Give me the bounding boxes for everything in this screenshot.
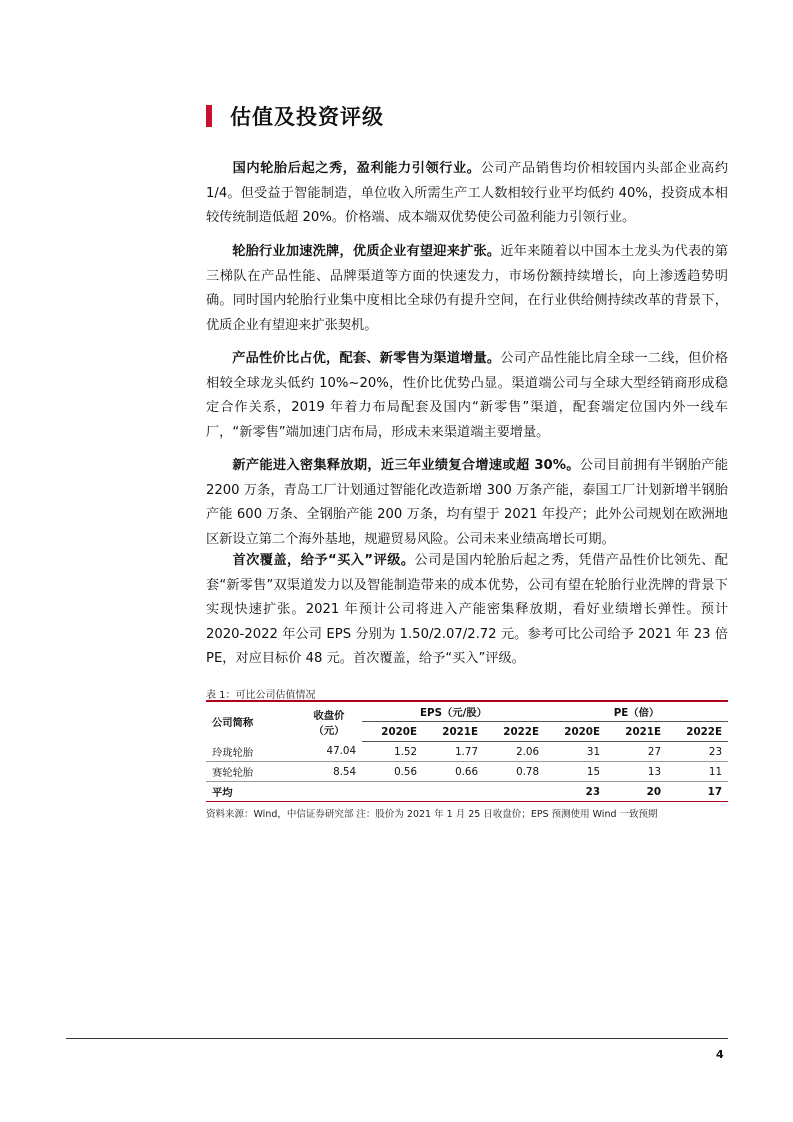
paragraph-3-lead: 产品性价比占优，配套、新零售为渠道增量。 xyxy=(232,351,501,366)
valuation-table xyxy=(206,700,728,802)
paragraph-3-body: 公司产品性能比肩全球一二线，但价格相较全球龙头低约 10%~20%，性价比优势凸显。渠道端公司与全球大型经销商形成稳定合作关系，2019 年着力布局配套及国内“新零售”渠道，配套端定位国内外一线车厂，“新零售”端加速门店布局，形成未来渠道端主要增量。 xyxy=(206,351,729,440)
pe-value: 15 xyxy=(545,762,606,782)
header-price-line1: 收盘价 xyxy=(313,709,345,722)
paragraph-2-lead: 轮胎行业加速洗牌，优质企业有望迎来扩张。 xyxy=(232,244,501,259)
paragraph-5-lead: 首次覆盖，给予“买入”评级。 xyxy=(232,553,415,568)
header-price xyxy=(296,701,362,742)
header-year-eps-2020: 2020E xyxy=(362,722,423,742)
pe-value: 23 xyxy=(667,742,728,762)
eps-value: 0.56 xyxy=(362,762,423,782)
average-pe-value: 17 xyxy=(667,782,728,802)
section-heading xyxy=(206,99,384,133)
paragraph-1-body: 公司产品销售均价相较国内头部企业高约 1/4。但受益于智能制造，单位收入所需生产工人数相较行业平均低约 40%，投资成本相较传统制造低超 20%。价格端、成本端双优势使公司盈利能力引领行业。 xyxy=(206,161,729,226)
eps-value: 2.06 xyxy=(484,742,545,762)
paragraph-4-body: 公司目前拥有半钢胎产能 2200 万条，青岛工厂计划通过智能化改造新增 300 万条产能，泰国工厂计划新增半钢胎产能 600 万条、全钢胎产能 200 万条，均有望于 2021 年投产；此外公司规划在欧洲地区新设立第二个海外基地，规避贸易风险。公司未来业绩高增长可期。 xyxy=(206,458,728,547)
pe-value: 27 xyxy=(606,742,667,762)
paragraph-2 xyxy=(206,240,728,338)
header-year-pe-2020: 2020E xyxy=(545,722,606,742)
pe-value: 13 xyxy=(606,762,667,782)
header-year-pe-2021: 2021E xyxy=(606,722,667,742)
header-year-eps-2021: 2021E xyxy=(423,722,484,742)
header-company: 公司简称 xyxy=(206,701,296,742)
pe-value: 31 xyxy=(545,742,606,762)
paragraph-4-lead: 新产能进入密集释放期，近三年业绩复合增速或超 30%。 xyxy=(232,458,580,473)
section-title: 估值及投资评级 xyxy=(230,105,384,129)
pe-value: 11 xyxy=(667,762,728,782)
paragraph-5 xyxy=(206,549,728,672)
footer-divider xyxy=(66,1038,728,1039)
eps-value: 0.78 xyxy=(484,762,545,782)
table-row xyxy=(206,742,728,762)
paragraph-2-body: 近年来随着以中国本土龙头为代表的第三梯队在产品性能、品牌渠道等方面的快速发力，市场份额持续增长，向上渗透趋势明确。同时国内轮胎行业集中度相比全球仍有提升空间，在行业供给侧持续改革的背景下，优质企业有望迎来扩张契机。 xyxy=(206,244,729,333)
average-label: 平均 xyxy=(206,782,296,802)
paragraph-1-lead: 国内轮胎后起之秀，盈利能力引领行业。 xyxy=(232,161,481,176)
eps-value: 1.77 xyxy=(423,742,484,762)
company-name: 玲珑轮胎 xyxy=(206,742,296,762)
eps-value: 0.66 xyxy=(423,762,484,782)
close-price: 8.54 xyxy=(296,762,362,782)
heading-accent-bar xyxy=(206,105,212,127)
header-year-eps-2022: 2022E xyxy=(484,722,545,742)
eps-value: 1.52 xyxy=(362,742,423,762)
close-price: 47.04 xyxy=(296,742,362,762)
table-row xyxy=(206,762,728,782)
header-pe-group: PE（倍） xyxy=(545,701,728,722)
paragraph-5-body: 公司是国内轮胎后起之秀，凭借产品性价比领先、配套“新零售”双渠道发力以及智能制造带来的成本优势，公司有望在轮胎行业洗牌的背景下实现快速扩张。2021 年预计公司将进入产能密集释放期，看好业绩增长弹性。预计 2020-2022 年公司 EPS 分别为 1.50/2.07/2.72 元。参考可比公司给予 2021 年 23 倍 PE，对应目标价 48 元。首次覆盖，给予“买入”评级。 xyxy=(206,553,728,667)
table-source-note: 资料来源：Wind，中信证券研究部 注：股价为 2021 年 1 月 25 日收盘价；EPS 预测使用 Wind 一致预期 xyxy=(206,809,658,820)
paragraph-4 xyxy=(206,454,728,552)
header-eps-group: EPS（元/股） xyxy=(362,701,545,722)
paragraph-3 xyxy=(206,347,728,445)
header-price-line2: （元） xyxy=(313,724,345,737)
header-year-pe-2022: 2022E xyxy=(667,722,728,742)
average-row xyxy=(206,782,728,802)
page-number: 4 xyxy=(716,1048,724,1061)
average-pe-value: 20 xyxy=(606,782,667,802)
company-name: 赛轮轮胎 xyxy=(206,762,296,782)
table-caption: 表 1：可比公司估值情况 xyxy=(206,690,316,701)
paragraph-1 xyxy=(206,157,728,231)
average-pe-value: 23 xyxy=(545,782,606,802)
